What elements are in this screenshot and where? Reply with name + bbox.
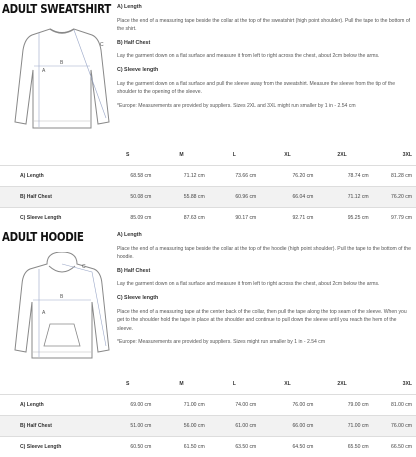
table-cell: 85.09 cm <box>102 208 157 229</box>
row-label: A) Length <box>0 166 102 187</box>
table-cell: 64.50 cm <box>262 437 319 457</box>
table-cell: 74.00 cm <box>211 395 263 416</box>
table-row <box>0 208 416 229</box>
size-header: 2XL <box>319 145 374 166</box>
table-cell: 78.74 cm <box>319 166 374 187</box>
table-cell: 71.12 cm <box>157 166 210 187</box>
table-cell: 87.63 cm <box>157 208 210 229</box>
table-cell: 73.66 cm <box>211 166 263 187</box>
hoodie-label-b: B <box>60 294 64 300</box>
table-cell: 66.04 cm <box>262 187 319 208</box>
table-cell: 60.50 cm <box>102 437 157 457</box>
table-cell: 76.00 cm <box>262 395 319 416</box>
table-cell: 61.00 cm <box>211 416 263 437</box>
table-cell: 68.58 cm <box>102 166 157 187</box>
hoodie-note: *Europe: Measurements are provided by suppliers. Sizes might run smaller by 1 in - 2.54 cm <box>117 338 413 347</box>
table-cell: 50.08 cm <box>102 187 157 208</box>
size-header: L <box>211 374 263 395</box>
table-cell: 56.00 cm <box>157 416 210 437</box>
size-header: XL <box>262 145 319 166</box>
size-header: XL <box>262 374 319 395</box>
hoodie-chest-heading: B) Half Chest <box>117 267 413 276</box>
size-header: L <box>211 145 263 166</box>
table-header-row <box>0 145 416 166</box>
sweatshirt-description <box>117 3 413 110</box>
table-cell: 81.00 cm <box>375 395 416 416</box>
table-cell: 66.50 cm <box>375 437 416 457</box>
table-cell: 76.00 cm <box>375 416 416 437</box>
sweatshirt-chest-heading: B) Half Chest <box>117 39 413 48</box>
table-cell: 95.25 cm <box>319 208 374 229</box>
hoodie-length-text: Place the end of a measuring tape beside the collar at the top of the hoodie (high point shoulder). Pull the tape to the bottom of the hoodie. <box>117 245 413 262</box>
size-header: 3XL <box>375 374 416 395</box>
table-header-row <box>0 374 416 395</box>
sweatshirt-note: *Europe: Measurements are provided by suppliers. Sizes 2XL and 3XL might run smaller by 1 in - 2.54 cm <box>117 102 413 111</box>
table-cell: 97.79 cm <box>375 208 416 229</box>
table-cell: 81.28 cm <box>375 166 416 187</box>
table-row <box>0 166 416 187</box>
table-row <box>0 187 416 208</box>
size-header: 2XL <box>319 374 374 395</box>
size-header: S <box>102 145 157 166</box>
table-row <box>0 437 416 457</box>
hoodie-length-heading: A) Length <box>117 231 413 240</box>
sweatshirt-label-a: A <box>42 68 46 74</box>
table-cell: 51.00 cm <box>102 416 157 437</box>
row-label: B) Half Chest <box>0 187 102 208</box>
sweatshirt-title: ADULT SWEATSHIRT <box>2 1 111 16</box>
table-cell: 90.17 cm <box>211 208 263 229</box>
table-cell: 76.20 cm <box>375 187 416 208</box>
size-header: M <box>157 374 210 395</box>
table-cell: 55.88 cm <box>157 187 210 208</box>
hoodie-label-c: C <box>82 264 86 270</box>
row-label: C) Sleeve Length <box>0 437 102 457</box>
hoodie-description <box>117 231 413 347</box>
sweatshirt-length-text: Place the end of a measuring tape beside the collar at the top of the sweatshirt (high point shoulder). Pull the tape to the bottom of the shirt. <box>117 17 413 34</box>
hoodie-chest-text: Lay the garment down on a flat surface and measure it from left to right across the chest, about 2cm below the arms. <box>117 280 413 289</box>
table-cell: 92.71 cm <box>262 208 319 229</box>
size-header: S <box>102 374 157 395</box>
sweatshirt-sleeve-heading: C) Sleeve length <box>117 66 413 75</box>
table-cell: 66.00 cm <box>262 416 319 437</box>
hoodie-size-table <box>0 374 416 457</box>
sweatshirt-length-heading: A) Length <box>117 3 413 12</box>
sweatshirt-chest-text: Lay the garment down on a flat surface and measure it from left to right across the chest, about 2cm below the arms. <box>117 52 413 61</box>
table-cell: 61.50 cm <box>157 437 210 457</box>
table-cell: 60.96 cm <box>211 187 263 208</box>
sweatshirt-sleeve-text: Lay the garment down on a flat surface and pull the sleeve away from the sweatshirt. Measure the sleeve from the tip of the shoulder to the opening of the sleeve. <box>117 80 413 97</box>
row-label: B) Half Chest <box>0 416 102 437</box>
size-header: M <box>157 145 210 166</box>
sweatshirt-diagram <box>12 24 112 136</box>
table-cell: 69.00 cm <box>102 395 157 416</box>
table-cell: 79.00 cm <box>319 395 374 416</box>
sweatshirt-label-c: C <box>100 42 104 48</box>
sweatshirt-size-table <box>0 145 416 228</box>
row-label: A) Length <box>0 395 102 416</box>
table-cell: 76.20 cm <box>262 166 319 187</box>
table-cell: 71.00 cm <box>319 416 374 437</box>
table-row <box>0 416 416 437</box>
table-cell: 71.12 cm <box>319 187 374 208</box>
sweatshirt-label-b: B <box>60 60 64 66</box>
row-label: C) Sleeve Length <box>0 208 102 229</box>
table-row <box>0 395 416 416</box>
table-cell: 71.00 cm <box>157 395 210 416</box>
hoodie-diagram <box>12 252 112 364</box>
table-cell: 63.50 cm <box>211 437 263 457</box>
hoodie-label-a: A <box>42 310 46 316</box>
hoodie-title: ADULT HOODIE <box>2 229 84 244</box>
size-header: 3XL <box>375 145 416 166</box>
hoodie-sleeve-text: Place the end of a measuring tape at the center back of the collar, then pull the tape along the top seam of the sleeve. When you get to the shoulder hold the tape in place at the shoulder and continue to pull down the sleeve until you reach the hem of the sleeve. <box>117 308 413 334</box>
table-cell: 65.50 cm <box>319 437 374 457</box>
hoodie-sleeve-heading: C) Sleeve length <box>117 294 413 303</box>
